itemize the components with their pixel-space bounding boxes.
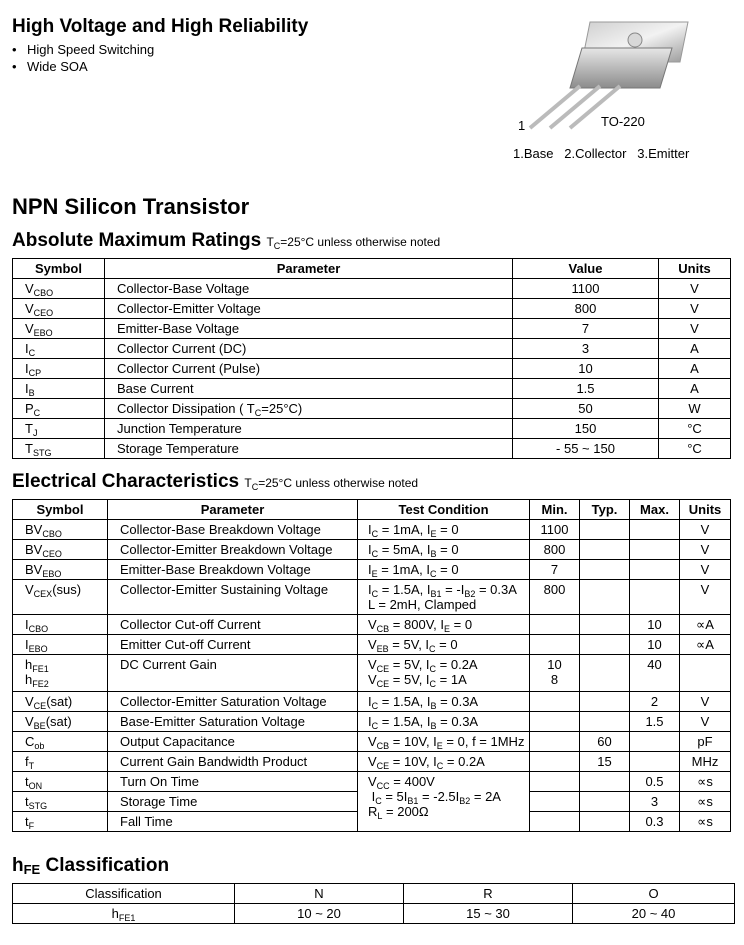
table-row [13,319,731,339]
column-header: Parameter [105,259,513,279]
symbol-cell: $C_{ob}$ [13,732,108,752]
min-cell [530,772,580,792]
max-cell: 0.3 [630,812,680,832]
column-header: Classification [13,884,235,904]
column-header: Symbol [13,500,108,520]
table-row [13,419,731,439]
parameter-cell: Storage Time [108,792,358,812]
unit-cell [680,655,731,692]
parameter-cell: Collector-Base Breakdown Voltage [108,520,358,540]
abs-max-table [12,258,731,459]
hfe-value: 20 ~ 40 [573,904,735,924]
unit-cell: V [680,580,731,615]
unit-cell: A [659,359,731,379]
symbol-cell: $I_{CP}$ [13,359,105,379]
parameter-cell: Collector Cut-off Current [108,615,358,635]
parameter-cell: Collector Dissipation ( $T_C=25^\circ C$) [105,399,513,419]
unit-cell: pF [680,732,731,752]
min-cell [530,752,580,772]
parameter-cell: Collector-Emitter Sustaining Voltage [108,580,358,615]
typ-cell [580,692,630,712]
row-label: $h_{FE1}$ [13,904,235,924]
table-row [13,732,731,752]
condition-cell: $V_{CB} = 10V$, $I_E = 0$, f = 1MHz [358,732,530,752]
elec-rows [13,520,731,832]
min-cell [530,792,580,812]
condition-cell: $I_E = 1mA$, $I_C = 0$ [358,560,530,580]
parameter-cell: Base Current [105,379,513,399]
abs-max-note: $T_C=25^\circ C$ unless otherwise noted [266,235,441,251]
unit-cell: MHz [680,752,731,772]
typ-cell [580,792,630,812]
table-row [13,615,731,635]
symbol-cell: $V_{CBO}$ [13,279,105,299]
unit-cell: A [659,379,731,399]
table-row [13,439,731,459]
column-header: Value [513,259,659,279]
table-row [13,904,735,924]
typ-cell [580,580,630,615]
unit-cell: V [659,319,731,339]
condition-cell: $I_C = 5mA$, $I_B = 0$ [358,540,530,560]
value-cell: 3 [513,339,659,359]
column-header: R [404,884,573,904]
parameter-cell: Collector Current (DC) [105,339,513,359]
condition-cell: $I_C = 1.5A$, $I_B = 0.3A$ [358,712,530,732]
max-cell [630,540,680,560]
unit-cell: V [680,712,731,732]
abs-max-heading: Absolute Maximum Ratings [12,230,262,251]
unit-cell: °C [659,419,731,439]
parameter-cell: Collector-Emitter Saturation Voltage [108,692,358,712]
column-header: Parameter [108,500,358,520]
unit-cell: W [659,399,731,419]
symbol-cell: $I_B$ [13,379,105,399]
table-row [13,692,731,712]
max-cell: 40 [630,655,680,692]
feature-item: • High Speed Switching [12,41,308,58]
table-row [13,279,731,299]
symbol-cell: $V_{EBO}$ [13,319,105,339]
table-row [13,712,731,732]
column-header: Units [680,500,731,520]
package-name: TO-220 [601,114,645,129]
typ-cell [580,655,630,692]
pin-description: 1.Base 2.Collector 3.Emitter [513,146,690,161]
symbol-cell: $I_{EBO}$ [13,635,108,655]
symbol-cell: $P_C$ [13,399,105,419]
parameter-cell: Collector-Emitter Voltage [105,299,513,319]
max-cell [630,560,680,580]
unit-cell: V [680,692,731,712]
typ-cell [580,540,630,560]
max-cell [630,732,680,752]
symbol-cell: $t_F$ [13,812,108,832]
parameter-cell: DC Current Gain [108,655,358,692]
max-cell: 1.5 [630,712,680,732]
table-row [13,655,731,692]
symbol-cell: $t_{ON}$ [13,772,108,792]
unit-cell: ∝A [680,615,731,635]
min-cell: 800 [530,540,580,560]
condition-cell: $I_C = 1.5A$, $I_{B1} = -I_{B2} = 0.3A$ L = 2mH, Clamped [358,580,530,615]
parameter-cell: Current Gain Bandwidth Product [108,752,358,772]
page-title: High Voltage and High Reliability [12,16,309,37]
unit-cell: V [659,299,731,319]
value-cell: 10 [513,359,659,379]
typ-cell: 60 [580,732,630,752]
table-row [13,339,731,359]
symbol-cell: $BV_{CBO}$ [13,520,108,540]
max-cell: 10 [630,615,680,635]
max-cell [630,520,680,540]
condition-cell: $V_{CC} = 400V$ $I_C = 5I_{B1} = -2.5I_{B2} = 2A$ $R_L = 200\Omega$ [358,772,530,832]
unit-cell: ∝s [680,792,731,812]
min-cell: 1100 [530,520,580,540]
unit-cell: V [680,540,731,560]
feature-item: • Wide SOA [12,58,308,75]
table-row [13,520,731,540]
unit-cell: ∝s [680,772,731,792]
symbol-cell: $h_{FE1}$ $h_{FE2}$ [13,655,108,692]
parameter-cell: Base-Emitter Saturation Voltage [108,712,358,732]
min-cell [530,692,580,712]
elec-table [12,499,731,832]
unit-cell: V [659,279,731,299]
condition-cell: $V_{CB} = 800V$, $I_E = 0$ [358,615,530,635]
typ-cell [580,812,630,832]
elec-heading: Electrical Characteristics [12,471,240,492]
max-cell [630,752,680,772]
column-header: Test Condition [358,500,530,520]
max-cell [630,580,680,615]
symbol-cell: $t_{STG}$ [13,792,108,812]
unit-cell: A [659,339,731,359]
column-header: Typ. [580,500,630,520]
parameter-cell: Storage Temperature [105,439,513,459]
value-cell: 150 [513,419,659,439]
value-cell: 1100 [513,279,659,299]
column-header: Min. [530,500,580,520]
column-header: Units [659,259,731,279]
typ-cell [580,635,630,655]
table-row [13,540,731,560]
table-row [13,752,731,772]
value-cell: 7 [513,319,659,339]
min-cell: 7 [530,560,580,580]
symbol-cell: $T_{STG}$ [13,439,105,459]
column-header: Symbol [13,259,105,279]
parameter-cell: Junction Temperature [105,419,513,439]
condition-cell: $V_{CE} = 10V$, $I_C = 0.2A$ [358,752,530,772]
table-row [13,399,731,419]
symbol-cell: $BV_{CEO}$ [13,540,108,560]
parameter-cell: Output Capacitance [108,732,358,752]
table-row [13,560,731,580]
unit-cell: ∝A [680,635,731,655]
table-row [13,635,731,655]
table-row [13,772,731,792]
condition-cell: $I_C = 1.5A$, $I_B = 0.3A$ [358,692,530,712]
elec-title [12,471,418,493]
condition-cell: $V_{CE} = 5V$, $I_C = 0.2A$ $V_{CE} = 5V$, $I_C = 1A$ [358,655,530,692]
symbol-cell: $I_{CBO}$ [13,615,108,635]
condition-cell: $I_C = 1mA$, $I_E = 0$ [358,520,530,540]
parameter-cell: Collector-Emitter Breakdown Voltage [108,540,358,560]
symbol-cell: $T_J$ [13,419,105,439]
symbol-cell: $f_T$ [13,752,108,772]
max-cell: 10 [630,635,680,655]
symbol-cell: $V_{CEO}$ [13,299,105,319]
table-row [13,299,731,319]
abs-max-rows [13,279,731,459]
column-header: N [235,884,404,904]
feature-list [12,41,308,75]
symbol-cell: $V_{CE}(sat)$ [13,692,108,712]
max-cell: 2 [630,692,680,712]
table-row [13,379,731,399]
table-header-row [13,259,731,279]
typ-cell [580,615,630,635]
symbol-cell: $I_C$ [13,339,105,359]
column-header: O [573,884,735,904]
unit-cell: °C [659,439,731,459]
header-block [12,16,308,75]
value-cell: 50 [513,399,659,419]
unit-cell: ∝s [680,812,731,832]
parameter-cell: Collector-Base Voltage [105,279,513,299]
parameter-cell: Emitter-Base Breakdown Voltage [108,560,358,580]
symbol-cell: $V_{CEX}(sus)$ [13,580,108,615]
value-cell: 800 [513,299,659,319]
max-cell: 0.5 [630,772,680,792]
min-cell [530,732,580,752]
min-cell: 10 8 [530,655,580,692]
elec-note: $T_C=25^\circ C$ unless otherwise noted [244,476,419,492]
table-row [13,580,731,615]
parameter-cell: Collector Current (Pulse) [105,359,513,379]
table-header-row [13,884,735,904]
min-cell: 800 [530,580,580,615]
table-header-row [13,500,731,520]
symbol-cell: $BV_{EBO}$ [13,560,108,580]
min-cell [530,812,580,832]
value-cell: - 55 ~ 150 [513,439,659,459]
typ-cell [580,772,630,792]
column-header: Max. [630,500,680,520]
unit-cell: V [680,560,731,580]
hfe-value: 10 ~ 20 [235,904,404,924]
symbol-cell: $V_{BE}(sat)$ [13,712,108,732]
min-cell [530,712,580,732]
typ-cell: 15 [580,752,630,772]
abs-max-title [12,230,440,252]
table-row [13,359,731,379]
parameter-cell: Fall Time [108,812,358,832]
hfe-title: $h_{FE}$ Classification [12,855,170,877]
hfe-value: 15 ~ 30 [404,904,573,924]
parameter-cell: Emitter-Base Voltage [105,319,513,339]
device-title: NPN Silicon Transistor [12,194,250,219]
parameter-cell: Emitter Cut-off Current [108,635,358,655]
typ-cell [580,520,630,540]
min-cell [530,615,580,635]
max-cell: 3 [630,792,680,812]
unit-cell: V [680,520,731,540]
typ-cell [580,560,630,580]
hfe-table [12,883,735,924]
typ-cell [580,712,630,732]
min-cell [530,635,580,655]
condition-cell: $V_{EB} = 5V$, $I_C = 0$ [358,635,530,655]
parameter-cell: Turn On Time [108,772,358,792]
value-cell: 1.5 [513,379,659,399]
pin-one-marker: 1 [518,118,526,133]
